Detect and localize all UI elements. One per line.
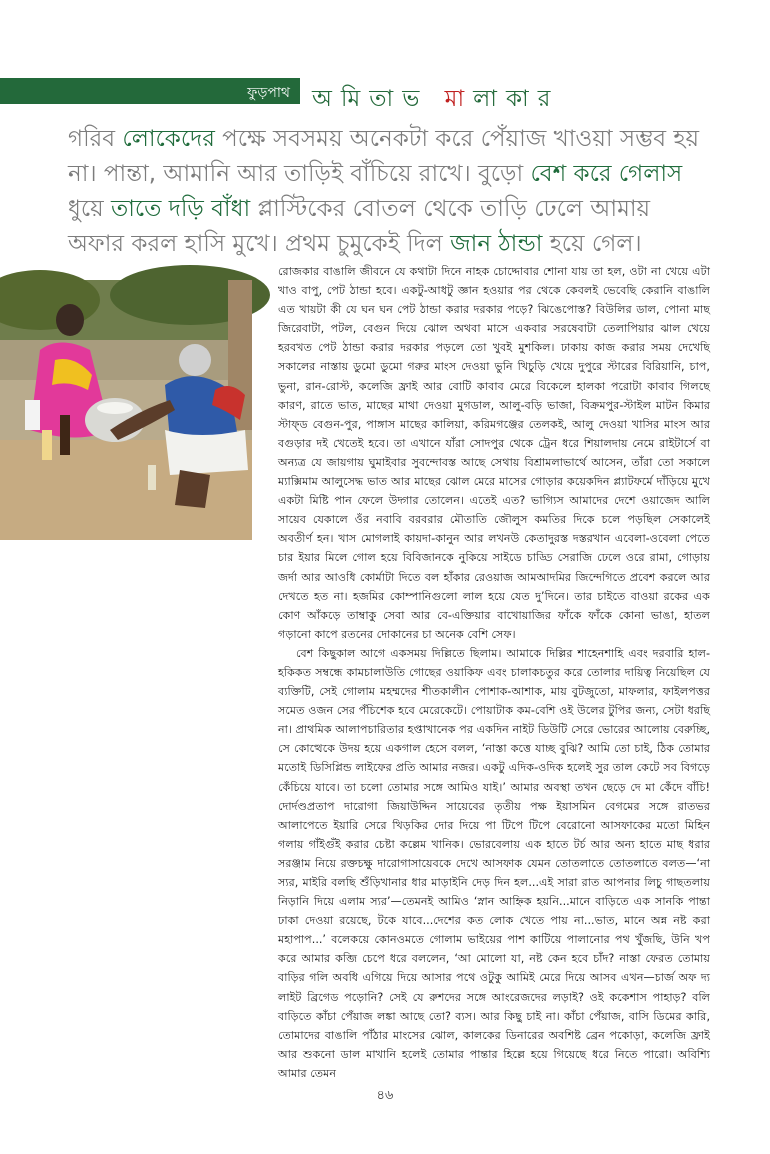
- page-number: ৪৬: [376, 1088, 394, 1103]
- lead-quote: গরিব লোকেদের পক্ষে সবসময় অনেকটা করে পেঁয়াজ খাওয়া সম্ভব হয় না। পান্তা, আমানি আর তাড়িই বাঁচিয়ে রাখে। বুড়ো বেশ করে গেলাস ধুয়ে তাতে দড়ি বাঁধা প্লাস্টিকের বোতল থেকে তাড়ি ঢেলে আমায় অফার করল হাসি মুখে। প্রথম চুমুকেই দিল জান ঠান্ডা হয়ে গেল।: [68, 126, 699, 257]
- author-name: অমিতাভ মালাকার: [312, 86, 560, 112]
- article-body: [278, 262, 710, 1080]
- photo-scene: [0, 280, 252, 540]
- section-label: ফুড়পাথ: [247, 85, 290, 101]
- body-paragraph: রোজকার বাঙালি জীবনে যে কথাটা দিনে নাহক চোদ্দোবার শোনা যায় তা হল, ওটা না খেয়ে এটা খাও বাপু, পেট ঠান্ডা হবে। একটু-আধটু জ্ঞান হওয়ার পর থেকে কেবলই ভেবেছি কেরানি বাঙালি এত খায়টা কী যে ঘন ঘন পেট ঠান্ডা করার দরকার পড়ে? ঝিঙেপোস্ত? বিউলির ডাল, পোনা মাছ জিরেবাটা, পটল, বেগুন দিয়ে ঝোল অথবা মাসে একবার সরষেবাটা তেলাপিয়ার ঝাল খেয়ে হরবখত পেট ঠান্ডা করার দরকার পড়লে তো খুবই মুশকিল। ঢাকায় কাজ করার সময় দেখেছি সকালের নাস্তায় ডুমো ডুমো গরুর মাংস দেওয়া ভুনি খিচুড়ি খেয়ে দুপুরে স্টারের বিরিয়ানি, চাপ, ভুনা, রান-রোস্ট, কলেজি ফ্রাই আর বোটি কাবাব মেরে বিকেলে হালকা পরোটা কাবাব গিলছে কারণ, রাতে ভাত, মাছের মাথা দেওয়া মুগডাল, আলু-বড়ি ভাজা, বিক্রমপুর-স্টাইল মাটন কিমার স্টাফ্‌ড বেগুন-পুর, পাঙ্গাস মাছের কালিয়া, করিমগঞ্জের তেলকই, আলু দেওয়া খাসির মাংস আর বগুড়ার দই খেতেই হবে। তা এখানে যাঁরা সোদপুর থেকে ট্রেন ধরে শিয়ালদায় নেমে রাইটার্সে বা অন্যত্র যে জায়গায় ঘুমাইবার সুবন্দোবস্ত আছে সেথায় বিশ্রামলাভার্থে আসেন, তাঁরা তো সকালে ম্যাক্সিমাম আলুসেদ্ধ ভাত আর মাছের ঝোল মেরে মাসের গোড়ার কয়েকদিন প্ল্যাটফর্মে দাঁড়িয়ে মুখে একটা মিষ্টি পান ফেলে উদ্গার তোলেন। এতেই এত? ভাগ্যিস আমাদের দেশে ওয়াজেদ আলি সায়েব যেকালে ওঁর নবাবি বরবরার মৌতাতি জৌলুস কমতির দিকে চলে পড়ছিল সেকালেই অবতীর্ণ হন। খাস মোগলাই কায়দা-কানুন আর লখনউ কেতাদুরস্ত দস্তরখান এবেলা-ওবেলা পেতে চার ইয়ার মিলে গোল হয়ে বিবিজানকে নুকিয়ে সাইডে চাড্ডি সেরাজি ঢেলে ওরে রামা, গোড়ায় জর্দা আর আওধি কোর্মাটা দিতে বল হাঁকার রেওয়াজ আমআদমির জিন্দেগিতে প্রবেশ করলে আর দেখতে হত না। হজমির কোম্পানিগুলো লাল হয়ে যেত দু’দিনে। তার চাইতে বাওয়া রকের এক কোণ আঁকড়ে তাম্বাকু সেবা আর বে-এক্তিয়ার বাখোয়াজির ফাঁকে ফাঁকে কোনা ভাঙা, হাতল গড়ানো কাপে রতনের দোকানের চা অনেক বেশি সেফ।: [278, 265, 710, 641]
- body-paragraph: বেশ কিছুকাল আগে একসময় দিল্লিতে ছিলাম। আমাকে দিল্লির শাহেনশাহি এবং দরবারি হাল-হকিকত সম্বন্ধে কামচালাউতি গোছের ওয়াকিফ এবং চালাকচতুর করে তোলার দায়িত্ব নিয়েছিল যে ব্যক্তিটি, সেই গোলাম মহম্মদের শীতকালীন পোশাক-আশাক, মায় বুটজুতো, মাফলার, ফাইলপত্তর সমেত ওজন সের পঁচিশেক হবে মেরেকেটে। পোয়াটাক কম-বেশি ওই উলের টুপির জন্য, সেটা ধরছি না। প্রাথমিক আলাপচারিতার হপ্তাখানেক পর একদিন নাইট ডিউটি সেরে ভোরের আলোয় বেরুচ্ছি, সে কোত্থেকে উদয় হয়ে একগাল হেসে বলল, ‘নাস্তা কত্তে যাচ্ছ বুঝি? আমি তো চাই, ঠিক তোমার মতোই ডিসিপ্লিন্ড লাইফের প্রতি আমার নজর। একটু এদিক-ওদিক হলেই সুর তাল কেটে সব বিগড়ে কেঁচিয়ে যাবে। তা চলো তোমার সঙ্গে আমিও যাই।’ আমার অবস্থা তখন ছেড়ে দে মা কেঁদে বাঁচি! দোর্দণ্ডপ্রতাপ দারোগা জিয়াউদ্দিন সায়েবের তৃতীয় পক্ষ ইয়াসমিন বেগমের সঙ্গে রাতভর আলাপেতে ইয়ারি সেরে খিড়কির দোর দিয়ে পা টিপে টিপে বেরোনো আসফাকের মতো মিহিন গলায় গাঁইগুঁই করার চেষ্টা কল্লেম খানিক। ভোরবেলায় এক হাতে টর্চ আর অন্য হাতে মাছ ধরার সরঞ্জাম নিয়ে রক্তচক্ষু দারোগাসায়েবকে দেখে আসফাক যেমন তোতলাতে তোতলাতে বলত—‘না স্যর, মাইরি বলছি শুঁড়িখানার ধার মাড়াইনি দেড় দিন হল...এই সারা রাত আপনার লিচু গাছতলায় নিড়ানি দিয়ে এলাম স্যর’—তেমনই আমিও ‘স্নান আহ্নিক হয়নি...মানে বাড়িতে এক সানকি পান্তা ঢাকা দেওয়া রয়েছে, টকে যাবে...দেশের কত লোক খেতে পায় না...ভাত, মানে অন্ন নষ্ট করা মহাপাপ...’ বলেকয়ে কোনওমতে গোলাম ভাইয়ের পাশ কাটিয়ে পালানোর পথ খুঁজছি, উনি খপ করে আমার কব্জি চেপে ধরে বললেন, ‘আ মোলো যা, নষ্ট কেন হবে চাঁদ? নাস্তা ফেরত তোমায় বাড়ির গলি অবধি এগিয়ে দিয়ে আসার পথে ওটুকু আমিই মেরে দিয়ে আসব এখন—চার্জ অফ দ্য লাইট ব্রিগেড পড়োনি? সেই যে রুশদের সঙ্গে আংরেজদের লড়াই? ওই ককেশাস পাহাড়? বলি বাড়িতে কাঁচা পেঁয়াজ লঙ্কা আছে তো? ব্যস। আর কিছু চাই না। কাঁচা পেঁয়াজ, বাসি ডিমের কারি, তোমাদের বাঙালি পাঁঠার মাংসের ঝোল, কালকের ডিনারের অবশিষ্ট ব্রেন পকোড়া, কলেজি ফ্রাই আর শুকনো ডাল মাখানি হলেই তোমার পান্তার হিল্লে হয়ে গিয়েছে ধরে নিতে পারো। অবিশ্যি আমার তেমন: [278, 646, 710, 1080]
- article-photo: [0, 280, 252, 540]
- section-header-band: [0, 78, 300, 104]
